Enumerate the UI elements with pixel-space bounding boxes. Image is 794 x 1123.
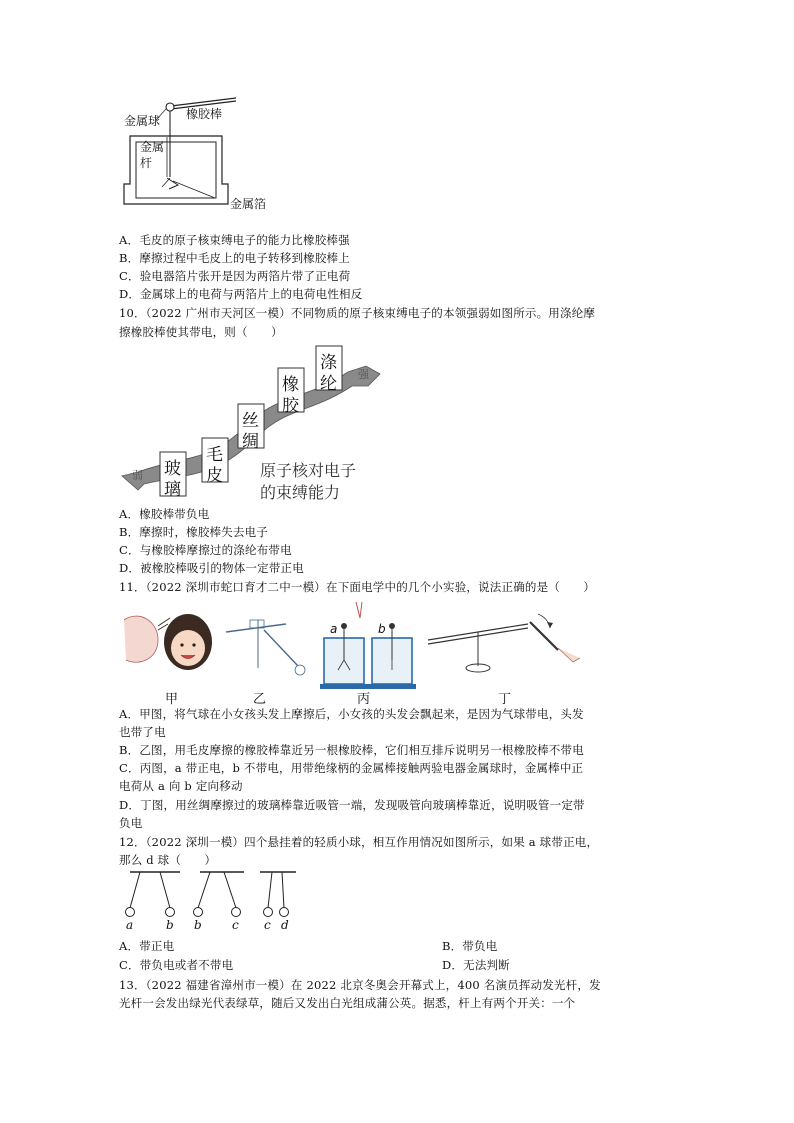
two-electroscopes-figure (320, 602, 416, 689)
material-rubber-2: 胶 (282, 396, 299, 416)
material-glass-1: 玻 (164, 459, 181, 479)
ball-label-a: a (126, 918, 134, 932)
q12-stem-line2: 那么 d 球（ ） (119, 853, 217, 867)
ball-label-b2: b (194, 918, 202, 932)
figure-label-ding: 丁 (498, 692, 512, 707)
q12-option-a: A．带正电 (119, 939, 175, 953)
ball-label-b1: b (166, 918, 174, 932)
q11-figures (118, 600, 598, 707)
q10-stem-line1: 10．（2022 广州市天河区一模）不同物质的原子核束缚电子的本领强弱如图所示。用涤纶摩 (119, 306, 596, 320)
strong-label: 强 (358, 368, 369, 381)
q13-line2: 光杆一会发出绿光代表绿草，随后又发出白光组成蒲公英。据悉，杆上有两个开关：一个 (119, 996, 576, 1010)
label-metal-pole-2: 杆 (140, 156, 153, 170)
q11-option-d-line1: D．丁图，用丝绸摩擦过的玻璃棒靠近吸管一端，发现吸管向玻璃棒靠近，说明吸管一定带 (119, 798, 585, 812)
electroscope-figure (118, 92, 298, 220)
q11-option-a-line1: A．甲图，将气球在小女孩头发上摩擦后，小女孩的头发会飘起来，是因为气球带电，头发 (119, 707, 584, 721)
ball-label-c2: c (264, 918, 271, 932)
weak-label: 弱 (132, 469, 143, 482)
straw-pivot-figure (428, 614, 580, 672)
q12-option-b: B．带负电 (442, 939, 498, 953)
metal-ball (166, 103, 174, 111)
label-metal-pole-1: 金属 (140, 140, 165, 154)
q10-stem-line2: 擦橡胶棒使其带电，则（ ） (119, 325, 283, 339)
caption-line2: 的束缚能力 (260, 483, 341, 502)
material-glass-2: 璃 (164, 480, 181, 500)
q10-option-d: D．被橡胶棒吸引的物体一定带正电 (119, 561, 304, 575)
q11-option-c-line1: C．丙图，a 带正电，b 不带电，用带绝缘柄的金属棒接触两验电器金属球时，金属棒中正 (119, 761, 584, 775)
q13-line1: 13．（2022 福建省漳州市一模）在 2022 北京冬奥会开幕式上，400 名演员挥动发光杆，发 (119, 978, 601, 992)
q9-option-d: D．金属球上的电荷与两箔片上的电荷电性相反 (119, 287, 363, 301)
material-silk-2: 绸 (242, 432, 259, 452)
label-metal-ball: 金属球 (124, 114, 161, 128)
q10-option-b: B．摩擦时，橡胶棒失去电子 (119, 525, 269, 539)
label-electroscope-b: b (378, 622, 386, 636)
label-rubber-rod: 橡胶棒 (186, 107, 223, 121)
q9-option-a: A．毛皮的原子核束缚电子的能力比橡胶棒强 (119, 233, 350, 247)
material-polyester-1: 涤 (320, 353, 337, 373)
q11-option-c-line2: 电荷从 a 向 b 定向移动 (119, 779, 243, 793)
q9-option-b: B．摩擦过程中毛皮上的电子转移到橡胶棒上 (119, 251, 350, 265)
material-fur-2: 皮 (206, 466, 223, 486)
suspended-rod-figure (226, 620, 305, 675)
q12-option-d: D．无法判断 (442, 958, 510, 972)
caption-line1: 原子核对电子 (260, 461, 357, 480)
binding-ability-figure (118, 344, 388, 504)
q12-option-c: C．带负电或者不带电 (119, 958, 234, 972)
q11-stem: 11．（2022 深圳市蛇口育才二中一模）在下面电学中的几个小实验，说法正确的是（ ） (119, 580, 596, 594)
material-rubber-1: 橡 (282, 375, 299, 395)
figure-label-bing: 丙 (357, 692, 371, 707)
q10-option-c: C．与橡胶棒摩擦过的涤纶布带电 (119, 543, 292, 557)
q11-option-b: B．乙图，用毛皮摩擦的橡胶棒靠近另一根橡胶棒，它们相互排斥说明另一根橡胶棒不带电 (119, 743, 584, 757)
girl-balloon-figure (124, 614, 212, 670)
q11-option-d-line2: 负电 (119, 816, 143, 830)
figure-label-yi: 乙 (253, 692, 267, 707)
label-electroscope-a: a (330, 622, 338, 636)
q10-option-a: A．橡胶棒带负电 (119, 507, 210, 521)
ball-label-d: d (281, 918, 289, 932)
material-silk-1: 丝 (242, 411, 259, 431)
q11-option-a-line2: 也带了电 (119, 725, 166, 739)
ball-label-c1: c (232, 918, 239, 932)
hanging-balls-figure (118, 868, 308, 934)
q12-stem-line1: 12．（2022 深圳一模）四个悬挂着的轻质小球，相互作用情况如图所示，如果 a 球带正电， (119, 835, 599, 849)
figure-label-jia: 甲 (165, 692, 179, 707)
material-polyester-2: 纶 (320, 374, 337, 394)
label-metal-foil: 金属箔 (230, 197, 267, 211)
material-fur-1: 毛 (206, 445, 223, 465)
q9-option-c: C．验电器箔片张开是因为两箔片带了正电荷 (119, 269, 351, 283)
